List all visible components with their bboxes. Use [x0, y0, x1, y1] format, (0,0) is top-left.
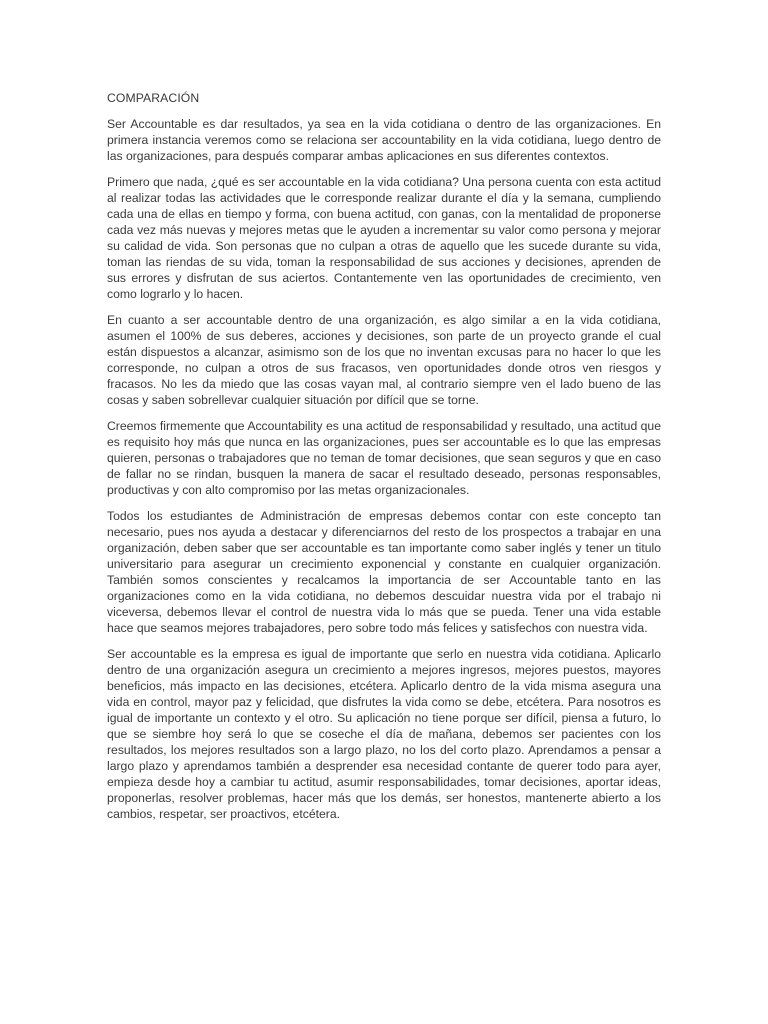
- paragraph-conclusion: Ser accountable es la empresa es igual de importante que serlo en nuestra vida cotidiana. Aplicarlo dentro de una organización asegura un crecimiento a mejores ingresos, mejores puestos, mayores beneficios, más impacto en las decisiones, etcétera. Aplicarlo dentro de la vida misma asegura una vida en control, mayor paz y felicidad, que disfrutes la vida como se debe, etcétera. Para nosotros es igual de importante un contexto y el otro. Su aplicación no tiene porque ser difícil, piensa a futuro, lo que se siembre hoy será lo que se coseche el día de mañana, debemos ser pacientes con los resultados, los mejores resultados son a largo plazo, no los del corto plazo. Aprendamos a pensar a largo plazo y aprendamos también a desprender esa necesidad contante de querer todo para ayer, empieza desde hoy a cambiar tu actitud, asumir responsabilidades, tomar decisiones, aportar ideas, proponerlas, resolver problemas, hacer más que los demás, ser honestos, mantenerte abierto a los cambios, respetar, ser proactivos, etcétera.: [107, 647, 661, 821]
- paragraph-students: Todos los estudiantes de Administración de empresas debemos contar con este concepto tan necesario, pues nos ayuda a destacar y diferenciarnos del resto de los prospectos a trabajar en una organización, deben saber que ser accountable es tan importante como saber inglés y tener un titulo universitario para asegurar un crecimiento exponencial y constante en cualquier organización. También somos conscientes y recalcamos la importancia de ser Accountable tanto en las organizaciones como en la vida cotidiana, no debemos descuidar nuestra vida por el trabajo ni viceversa, debemos llevar el control de nuestra vida lo más que se pueda. Tener una vida estable hace que seamos mejores trabajadores, pero sobre todo más felices y satisfechos con nuestra vida.: [107, 509, 661, 635]
- document-title: COMPARACIÓN: [107, 91, 200, 105]
- paragraph-belief: Creemos firmemente que Accountability es una actitud de responsabilidad y resultado, una actitud que es requisito hoy más que nunca en las organizaciones, pues ser accountable es lo que las empresas quieren, personas o trabajadores que no teman de tomar decisiones, que sean seguros y que en caso de fallar no se rindan, busquen la manera de sacar el resultado deseado, personas responsables, productivas y con alto compromiso por las metas organizacionales.: [107, 419, 661, 497]
- document-page: [107, 90, 661, 832]
- paragraph-daily-life: Primero que nada, ¿qué es ser accountable en la vida cotidiana? Una persona cuenta con esta actitud al realizar todas las actividades que le corresponde realizar durante el día y la semana, cumpliendo cada una de ellas en tiempo y forma, con buena actitud, con ganas, con la mentalidad de proponerse cada vez más nuevas y mejores metas que le ayuden a incrementar su valor como persona y mejorar su calidad de vida. Son personas que no culpan a otras de aquello que les sucede durante su vida, toman las riendas de su vida, toman la responsabilidad de sus acciones y decisiones, aprenden de sus errores y disfrutan de sus aciertos. Contantemente ven las oportunidades de crecimiento, ven como lograrlo y lo hacen.: [107, 175, 661, 301]
- paragraph-organization: En cuanto a ser accountable dentro de una organización, es algo similar a en la vida cotidiana, asumen el 100% de sus deberes, acciones y decisiones, son parte de un proyecto grande el cual están dispuestos a alcanzar, asimismo son de los que no inventan excusas para no hacer lo que les corresponde, no culpan a otros de sus fracasos, ven oportunidades donde otros ven riesgos y fracasos. No les da miedo que las cosas vayan mal, al contrario siempre ven el lado bueno de las cosas y saben sobrellevar cualquier situación por difícil que se torne.: [107, 313, 661, 407]
- paragraph-intro: Ser Accountable es dar resultados, ya sea en la vida cotidiana o dentro de las organizaciones. En primera instancia veremos como se relaciona ser accountability en la vida cotidiana, luego dentro de las organizaciones, para después comparar ambas aplicaciones en sus diferentes contextos.: [107, 117, 661, 163]
